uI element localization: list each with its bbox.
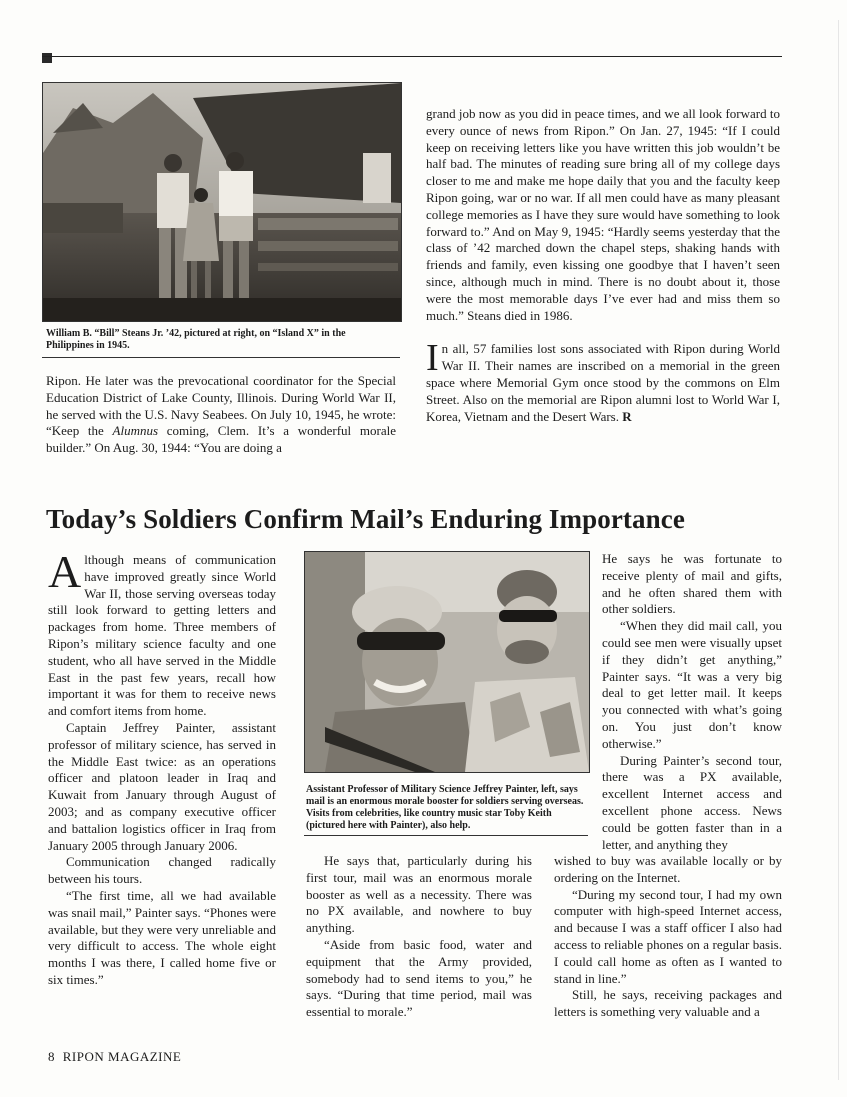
- drop-cap-I: I: [426, 337, 439, 380]
- headline: Today’s Soldiers Confirm Mail’s Enduring Importance: [46, 504, 685, 534]
- steans-photo: [42, 82, 402, 322]
- left-para-1: lthough means of communication have improved greatly since World War II, those serving overseas today still look forward to getting letters and packages from home. Three members of Ripon’s military science faculty and one student, who all have served in the Middle East in the past few years, recall how important it was for them to receive news and comfort items from home.: [48, 552, 276, 719]
- right-para-2: “When they did mail call, you could see men were visually upset if they didn’t get anything,” Painter says. “It was a very big deal to get letter mail. It keeps you connected with what’s going on. You just don’t know otherwise.”: [602, 618, 782, 751]
- caption-rule-2: [304, 835, 588, 836]
- top-rule: [42, 56, 782, 57]
- main-right-col-narrow: [602, 551, 782, 853]
- right-para-3: During Painter’s second tour, there was a PX available, excellent Internet access and excellent phone access. News could be gotten faster than in a letter, and anything they: [602, 752, 782, 852]
- main-left-col: [48, 546, 276, 989]
- photo-caption-painter: Assistant Professor of Military Science Jeffrey Painter, left, says mail is an enormous morale booster for soldiers serving overseas. Visits from celebrities, like country music star Toby Keith (pictured here with Painter), also help.: [306, 784, 584, 831]
- caption-rule: [42, 357, 400, 358]
- middle-para-2: “Aside from basic food, water and equipment that the Army provided, somebody had to send items to you,” he says. “During that time period, mail was essential to morale.”: [306, 936, 532, 1020]
- alumnus-title: Alumnus: [112, 423, 159, 439]
- top-article-col2: [426, 106, 780, 425]
- right-wide-para-1: wished to buy was available locally or by ordering on the Internet.: [554, 853, 782, 885]
- section-marker: [42, 53, 52, 63]
- main-right-col-wide: [554, 853, 782, 1021]
- right-wide-para-2: “During my second tour, I had my own computer with high-speed Internet access, and because I was a staff officer I also had access to reliable phones on a regular basis. I could call home as often as I wanted to stand in line.”: [554, 886, 782, 986]
- top-article-col1: [46, 373, 396, 457]
- left-para-4: “The first time, all we had available was snail mail,” Painter says. “Phones were available, but they were very unreliable and very difficult to access. The whole eight months I was there, I called home five or six times.”: [48, 887, 276, 987]
- middle-para-1: He says that, particularly during his first tour, mail was an enormous morale booster as well as a necessity. There was no PX available, and nowhere to buy anything.: [306, 853, 532, 936]
- left-para-3: Communication changed radically between his tours.: [48, 854, 276, 887]
- page-footer: [48, 1049, 181, 1065]
- right-para-1: He says he was fortunate to receive plenty of mail and gifts, and he often shared them with other soldiers.: [602, 551, 782, 617]
- drop-cap-A: A: [48, 546, 82, 597]
- page-edge: [838, 20, 839, 1080]
- right-wide-para-3: Still, he says, receiving packages and letters is something very valuable and a: [554, 987, 782, 1020]
- main-middle-col: [306, 853, 532, 1021]
- magazine-name: RIPON MAGAZINE: [62, 1049, 182, 1064]
- top-col2-para1: grand job now as you did in peace times, and we all look forward to every ounce of news from Ripon.” On Jan. 27, 1945: “If I could keep on receiving letters like you have written this job wouldn’t be half bad. The minutes of reading sure bring all of my college days closer to me and make me hope daily that you and the faculty keep Ripon going, war or no war. If all men could have as many pleasant college memories as I have they sure would have something to look forward to.” And on May 9, 1945: “Hardly seems yesterday that the class of ’42 marched down the chapel steps, shaking hands with friends and family, even kissing one goodbye that I haven’t seen since, although much in mind. There is no doubt about it, those were the most memorable days I’ve ever had and miss them so much.” Steans died in 1986.: [426, 106, 780, 323]
- top-col2-para2: n all, 57 families lost sons associated with Ripon during World War II. Their names are inscribed on a memorial in the green space where Memorial Gym once stood by the commons on Elm Street. Also on the memorial are Ripon alumni lost to World War I, Korea, Vietnam and the Desert Wars.: [426, 341, 780, 424]
- page-number: 8: [48, 1049, 55, 1064]
- left-para-2: Captain Jeffrey Painter, assistant professor of military science, has served in the Middle East twice: as an operations officer and platoon leader in Iraq and Kuwait from January through August of 2003; and as company executive officer and battalion logistics officer in Iraq from January 2005 through January 2006.: [48, 719, 276, 853]
- end-mark: R: [622, 408, 632, 424]
- top-col1-text-2: coming, Clem. It’s a wonderful morale builder.” On Aug. 30, 1944: “You are doing a: [46, 423, 396, 456]
- photo-caption-steans: William B. “Bill” Steans Jr. ’42, pictured at right, on “Island X” in the Philippines in 1945.: [46, 328, 346, 351]
- top-col1-text: Ripon. He later was the prevocational coordinator for the Special Education District of Lake County, Illinois. During World War II, he served with the U.S. Navy Seabees. On July 10, 1945, he wrote: “Keep the: [46, 373, 396, 439]
- painter-keith-photo: [304, 551, 590, 773]
